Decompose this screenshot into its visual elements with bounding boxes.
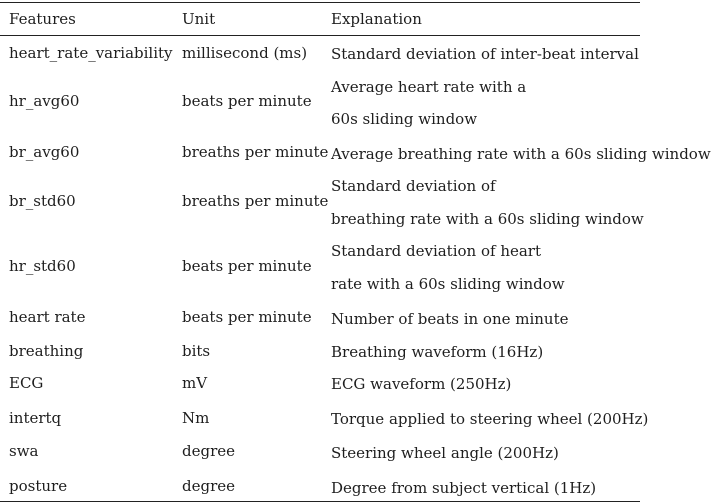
row-unit: mV bbox=[182, 374, 208, 392]
row-unit: bits bbox=[182, 342, 211, 360]
row-explanation-line: Steering wheel angle (200Hz) bbox=[331, 444, 559, 462]
row-feature: intertq bbox=[9, 409, 62, 427]
row-unit: millisecond (ms) bbox=[182, 44, 308, 62]
row-explanation-line: Breathing waveform (16Hz) bbox=[331, 343, 544, 361]
row-unit: degree bbox=[182, 442, 236, 460]
header-unit: Unit bbox=[182, 10, 216, 28]
row-feature: posture bbox=[9, 477, 68, 495]
header-explanation: Explanation bbox=[331, 10, 422, 28]
header-features: Features bbox=[9, 10, 76, 28]
row-explanation-line: breathing rate with a 60s sliding window bbox=[331, 210, 644, 228]
row-unit: beats per minute bbox=[182, 92, 312, 110]
table-bottom-rule bbox=[0, 501, 640, 502]
row-feature: heart_rate_variability bbox=[9, 44, 173, 62]
row-explanation-line: Torque applied to steering wheel (200Hz) bbox=[331, 410, 649, 428]
row-feature: heart rate bbox=[9, 308, 86, 326]
row-explanation-line: ECG waveform (250Hz) bbox=[331, 375, 512, 393]
table-top-rule bbox=[0, 2, 640, 3]
row-feature: br_avg60 bbox=[9, 143, 80, 161]
row-feature: hr_std60 bbox=[9, 257, 76, 275]
row-unit: beats per minute bbox=[182, 257, 312, 275]
row-feature: swa bbox=[9, 442, 39, 460]
row-unit: breaths per minute bbox=[182, 143, 329, 161]
row-unit: breaths per minute bbox=[182, 192, 329, 210]
row-explanation-line: Standard deviation of bbox=[331, 177, 496, 195]
row-explanation-line: Average heart rate with a bbox=[331, 78, 527, 96]
row-explanation-line: Average breathing rate with a 60s sliding window bbox=[331, 145, 711, 163]
table-header-rule bbox=[0, 35, 640, 36]
row-feature: ECG bbox=[9, 374, 44, 392]
row-unit: Nm bbox=[182, 409, 210, 427]
row-feature: breathing bbox=[9, 342, 84, 360]
row-explanation-line: Degree from subject vertical (1Hz) bbox=[331, 479, 597, 497]
row-unit: degree bbox=[182, 477, 236, 495]
row-explanation-line: 60s sliding window bbox=[331, 110, 478, 128]
row-feature: hr_avg60 bbox=[9, 92, 80, 110]
row-explanation-line: rate with a 60s sliding window bbox=[331, 275, 565, 293]
row-feature: br_std60 bbox=[9, 192, 76, 210]
row-explanation-line: Number of beats in one minute bbox=[331, 310, 569, 328]
row-explanation-line: Standard deviation of heart bbox=[331, 242, 541, 260]
row-unit: beats per minute bbox=[182, 308, 312, 326]
row-explanation-line: Standard deviation of inter-beat interval bbox=[331, 45, 639, 63]
